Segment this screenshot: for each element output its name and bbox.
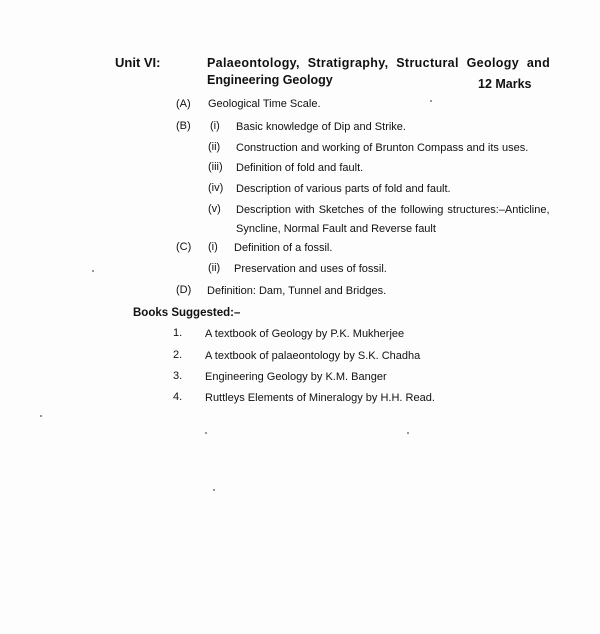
section-b-item-text: Description of various parts of fold and fault. — [236, 183, 451, 195]
book-num: 2. — [173, 349, 183, 361]
unit-marks: 12 Marks — [478, 77, 532, 91]
books-heading: Books Suggested:– — [133, 307, 241, 319]
unit-title-line-1: Palaeontology, Stratigraphy, Structural Geology and — [207, 56, 551, 70]
scan-speck — [205, 432, 207, 434]
section-b-item-num: (i) — [210, 120, 220, 132]
section-b-item-num: (v) — [208, 203, 221, 215]
section-b-marker: (B) — [176, 120, 191, 132]
section-c-item-text: Definition of a fossil. — [234, 242, 333, 254]
section-b-item-text: Definition of fold and fault. — [236, 162, 364, 174]
book-title: A textbook of Geology by P.K. Mukherjee — [205, 328, 405, 340]
scan-speck — [213, 489, 215, 491]
section-a-text: Geological Time Scale. — [208, 98, 321, 110]
section-d-text: Definition: Dam, Tunnel and Bridges. — [207, 285, 387, 297]
section-b-item-text-continued: Syncline, Normal Fault and Reverse fault — [236, 223, 436, 235]
section-d-marker: (D) — [176, 284, 192, 296]
book-title: A textbook of palaeontology by S.K. Chadha — [205, 350, 421, 362]
section-b-item-text: Construction and working of Brunton Compass and its uses. — [236, 142, 529, 154]
scan-speck — [92, 270, 94, 272]
book-num: 1. — [173, 327, 183, 339]
book-num: 3. — [173, 370, 183, 382]
section-b-item-text: Description with Sketches of the following structures:–Anticline, — [236, 204, 550, 216]
book-num: 4. — [173, 391, 183, 403]
section-a-marker: (A) — [176, 98, 191, 110]
section-b-item-text: Basic knowledge of Dip and Strike. — [236, 121, 406, 133]
scan-speck — [430, 100, 432, 102]
section-c-item-text: Preservation and uses of fossil. — [234, 263, 387, 275]
section-c-item-num: (ii) — [208, 262, 221, 274]
section-c-marker: (C) — [176, 241, 192, 253]
scan-speck — [40, 415, 42, 417]
unit-title-line-2: Engineering Geology — [207, 73, 333, 87]
section-b-item-num: (ii) — [208, 141, 221, 153]
book-title: Engineering Geology by K.M. Banger — [205, 371, 387, 383]
section-c-item-num: (i) — [208, 241, 218, 253]
scan-speck — [407, 432, 409, 434]
section-b-item-num: (iv) — [208, 182, 224, 194]
section-b-item-num: (iii) — [208, 161, 223, 173]
unit-label: Unit VI: — [115, 55, 161, 70]
book-title: Ruttleys Elements of Mineralogy by H.H. Read. — [205, 392, 435, 404]
